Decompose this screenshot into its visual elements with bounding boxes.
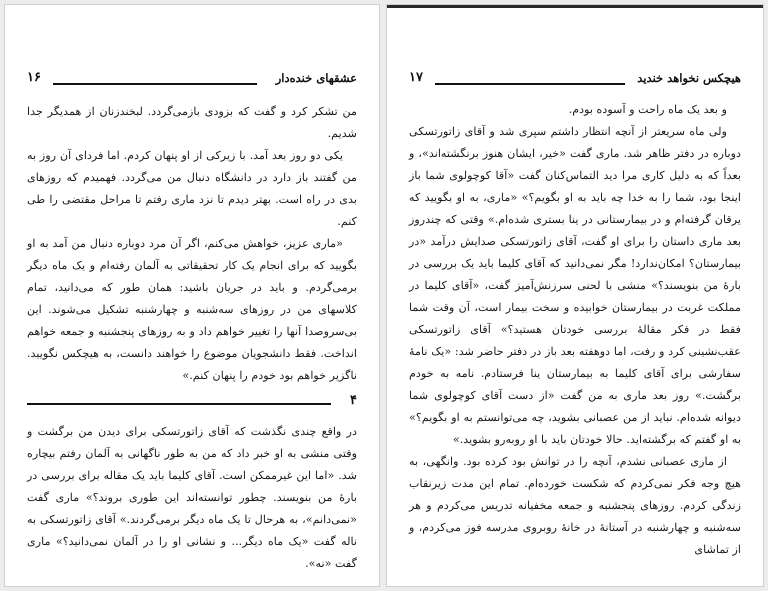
right-page-number: ۱۷ <box>409 70 423 85</box>
paragraph: ولی ماه سریعتر از آنچه انتظار داشتم سپری شد و آقای زاتورتسکی دوباره در دفتر ظاهر شد. ماری گفت «خیر، ایشان هنوز برنگشته‌اند»، و بعداً که به دلیل کاری مرا دید التماس‌کنان گفت «آقا کوچولوی شما باز اینجا بود، شما را به خدا چه باید به او بگویم؟» «ماری، به او بگویید که یرقان گرفته‌ام و در بیمارستانی در ینا بستری شده‌ام.» وقتی که چندروز بعد ماری داستان را برای او گفت، آقای زاتورتسکی صدایش درآمد «در بیمارستان؟ امکان‌ندارد! مگر نمی‌دانید که آقای کلیما باید یک بررسی در بارهٔ من بنویسند؟» منشی با لحنی سرزنش‌آمیز گفت، «آقای کلیما در مملکت غربت در بیمارستان خوابیده و سخت بیمار است، آن وقت شما فقط در فکر مقالهٔ بررسی خودتان هستید؟» آقای زاتورتسکی عقب‌نشینی کرد و رفت، اما دوهفته بعد باز در دفتر حاضر شد: «یک نامهٔ سفارشی برای آقای کلیما به بیمارستان ینا فرستادم. نامه به خودم برگشت.» روز بعد ماری به من گفت «از دست آقای کوچولوی شما دیوانه شده‌ام. نباید از من عصبانی بشوید، چه می‌توانستم به او بگویم؟» به او گفتم که برگشته‌اید. حالا خودتان باید با او روبه‌رو بشوید.» <box>409 125 741 446</box>
left-bottom-text <box>27 421 357 575</box>
paragraph: و بعد یک ماه راحت و آسوده بودم. <box>568 103 727 116</box>
right-head-rule <box>435 83 625 85</box>
right-running-title: هیچکس نخواهد خندید <box>637 71 741 85</box>
section-number: ۴ <box>350 393 357 408</box>
right-text <box>409 99 741 561</box>
paragraph: «ماری عزیز، خواهش می‌کنم، اگر آن مرد دوباره دنبال من آمد به او بگویید که برای انجام یک کار تحقیقاتی به آلمان رفته‌ام و یک ماه دیگر برمی‌گردم. و باید در جریان باشید: همان طور که می‌دانید، تمام کلاسهای من در روزهای سه‌شنبه و چهارشنبه تشکیل می‌شوند. این بی‌سروصدا آنها را تغییر خواهم داد و به روزهای پنجشنبه و جمعه خواهم انداخت. فقط دانشجویان موضوع را خواهند دانست، به هیچکس نگویید. ناگزیر خواهم بود خودم را پنهان کنم.» <box>27 237 357 382</box>
left-page <box>4 4 380 587</box>
left-head-rule <box>53 83 257 85</box>
left-top-text <box>27 101 357 387</box>
right-running-head <box>409 69 741 87</box>
left-page-number: ۱۶ <box>27 70 41 85</box>
section-rule <box>27 403 331 405</box>
left-running-title: عشقهای خنده‌دار <box>275 71 357 85</box>
paragraph: از ماری عصبانی نشدم، آنچه را در توانش بود کرده بود. وانگهی، به هیچ وجه فکر نمی‌کردم که شکست خورده‌ام. تمام این مدت زیرنقاب زندگی کردم. روزهای پنجشنبه و جمعه مخفیانه تدریس می‌کردم و هر سه‌شنبه و چهارشنبه در آستانهٔ در خانهٔ روبروی مدرسه فوز می‌کردم، و از تماشای <box>409 455 741 556</box>
paragraph: یکی دو روز بعد آمد. با زیرکی از او پنهان کردم. اما فردای آن روز به من گفتند باز دارد در دانشگاه دنبال من می‌گردد. فهمیدم که روزهای بدی در راه است. بهتر دیدم تا نزد ماری رفتم تا مراحل مقتضی را طی کنم. <box>27 149 357 228</box>
top-rule <box>387 5 763 8</box>
left-running-head <box>27 69 357 87</box>
paragraph: من تشکر کرد و گفت که بزودی بازمی‌گردد. لبخندزنان از همدیگر جدا شدیم. <box>27 105 357 140</box>
right-page <box>386 4 764 587</box>
section-break <box>27 393 357 415</box>
paragraph: در واقع چندی نگذشت که آقای زاتورتسکی برای دیدن من برگشت و وقتی منشی به او خبر داد که من به طور ناگهانی به آلمان رفتم بیچاره شد. «اما این غیرممکن است. آقای کلیما باید یک مقاله برای بررسی در بارهٔ من بنویسند. چطور توانسته‌اند این طوری بروند؟» ماری گفت «نمی‌دانم»، به هرحال تا یک ماه دیگر برمی‌گردند.» آقای زاتورتسکی به ناله گفت «یک ماه دیگر... و نشانی او را در آلمان نمی‌دانید؟» ماری گفت «نه». <box>27 425 357 570</box>
